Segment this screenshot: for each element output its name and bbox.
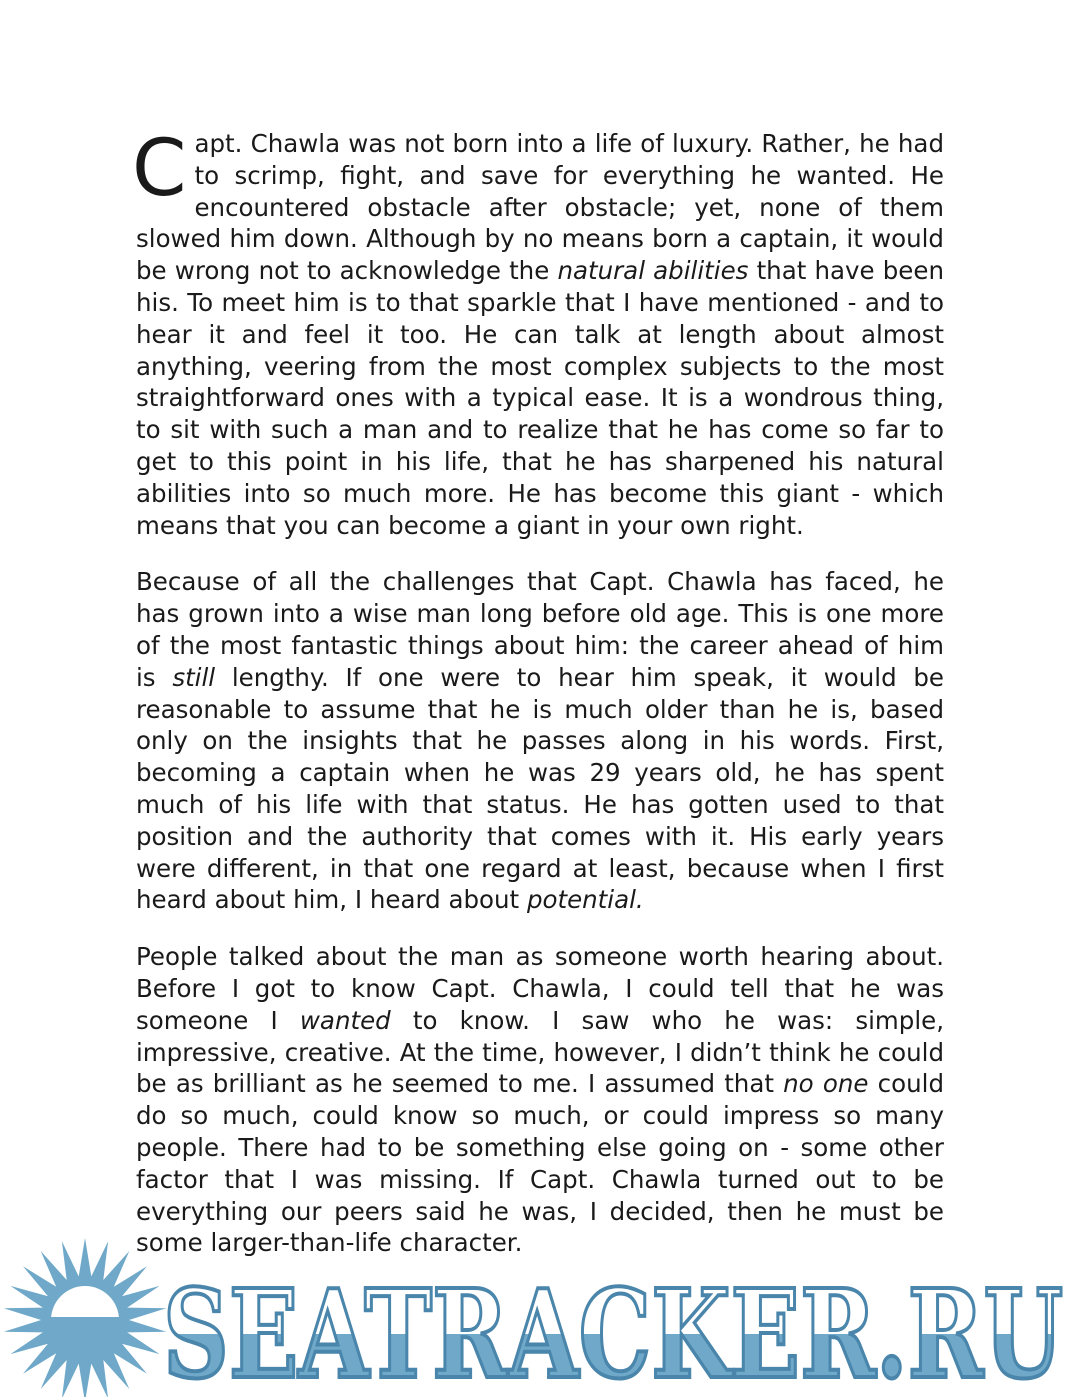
emphasis-potential: potential. xyxy=(526,885,644,915)
paragraph-2-text-b: lengthy. If one were to hear him speak, it would be reasonable to assume that he is much older than he is, based only on the insights that he passes along in his words. First, becoming a captain when he was 29 years old, he has spent much of his life with that status. He has gotten used to that position and the authority that comes with it. His early years were different, in that one regard at least, because when I first heard about him, I heard about xyxy=(136,662,945,915)
paragraph-1-text-a: apt. Chawla was not born into a life of luxury. Rather, he had to scrimp, fight, and save for everything he wanted. He encountered obstacle after obstacle; yet, none of them slowed him down. Although by no means born a captain, it would be wrong not to acknowledge the xyxy=(136,129,944,286)
paragraph-2 xyxy=(136,566,944,916)
emphasis-natural-abilities: natural abilities xyxy=(557,256,749,286)
paragraph-1 xyxy=(132,124,944,541)
watermark-text: SEATRACKER.RU xyxy=(163,1262,1063,1397)
paragraph-3-text-b: to know. I saw who he was: simple, impressive, creative. At the time, however, I didn’t think he could be as brilliant as he seemed to me. I assumed that xyxy=(136,1005,944,1099)
paragraph-2-text-a: Because of all the challenges that Capt. Chawla has faced, he has grown into a wise man long before old age. This is one more of the most fantastic things about him: the career ahead of him is xyxy=(136,567,944,692)
sun-icon xyxy=(4,1238,166,1397)
emphasis-still: still xyxy=(172,662,216,692)
emphasis-no-one: no one xyxy=(783,1069,869,1099)
paragraph-3 xyxy=(136,941,944,1259)
paragraph-3-text-a: People talked about the man as someone worth hearing about. Before I got to know Capt. Chawla, I could tell that he was someone I xyxy=(136,942,944,1035)
paragraph-3-text-c: could do so much, could know so much, or could impress so many people. There had to be something else going on - some other factor that I was missing. If Capt. Chawla turned out to be everything our peers said he was, I decided, then he must be some larger-than-life character. xyxy=(136,1069,945,1258)
watermark-logo xyxy=(0,1235,1080,1397)
paragraph-1-text-b: that have been his. To meet him is to that sparkle that I have mentioned - and to hear it and feel it too. He can talk at length about almost anything, veering from the most complex subjects to the most straightforward ones with a typical ease. It is a wondrous thing, to sit with such a man and to realize that he has come so far to get to this point in his life, that he has sharpened his natural abilities into so much more. He has become this giant - which means that you can become a giant in your own right. xyxy=(136,256,944,540)
drop-cap: C xyxy=(132,124,187,214)
article-body xyxy=(132,124,945,1284)
emphasis-wanted: wanted xyxy=(299,1005,391,1035)
